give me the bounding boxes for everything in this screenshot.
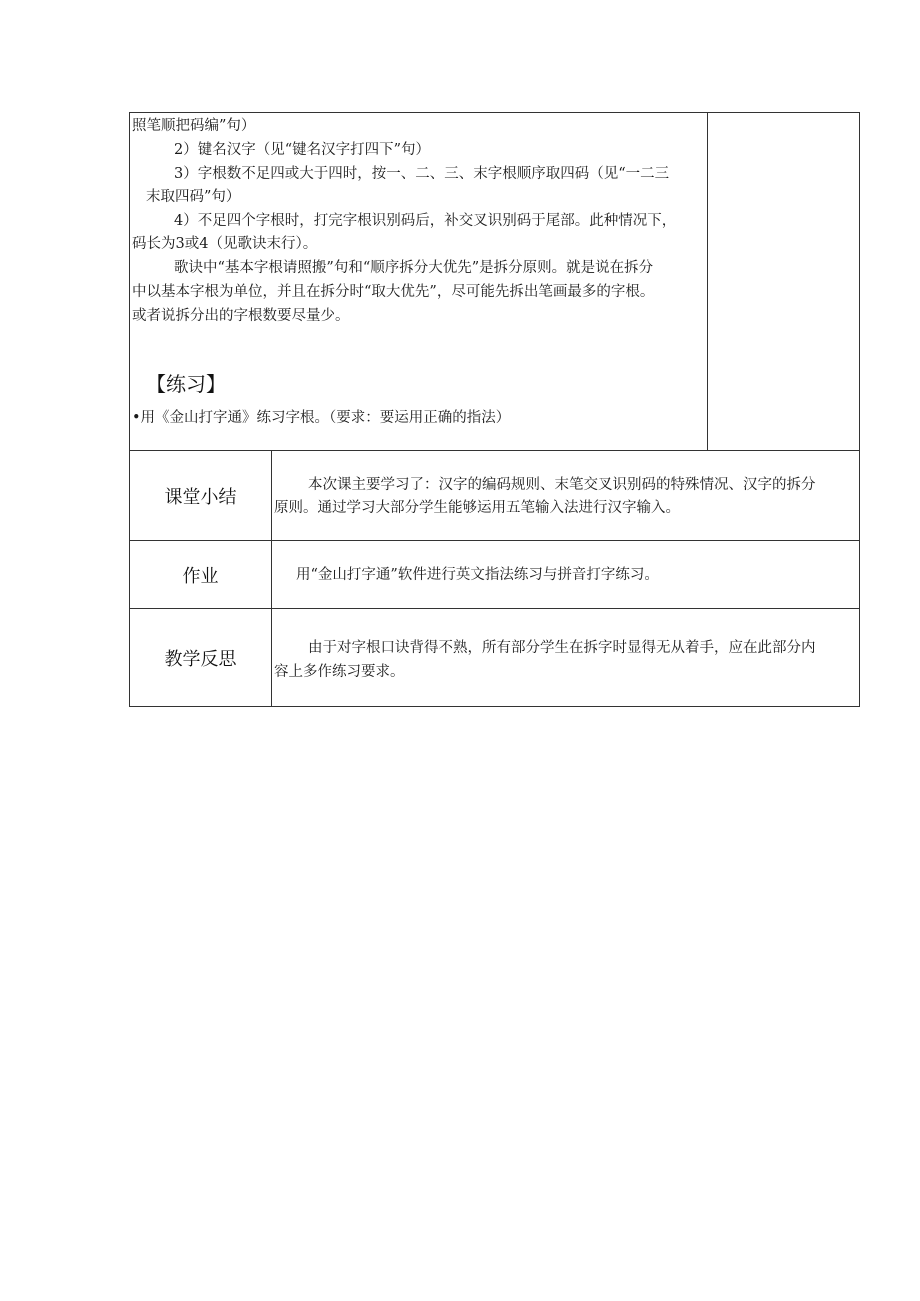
content-line: 本次课主要学习了：汉字的编码规则、末笔交叉识别码的特殊情况、汉字的拆分 <box>308 477 816 493</box>
row-content <box>272 609 859 706</box>
body-line: 照笔顺把码编”句） <box>132 118 256 134</box>
content-line: 容上多作练习要求。 <box>274 664 405 680</box>
body-line: 4）不足四个字根时，打完字根识别码后，补交叉识别码于尾部。此种情况下， <box>174 213 677 229</box>
body-line: 或者说拆分出的字根数要尽量少。 <box>132 308 350 324</box>
body-line: 2）键名汉字（见“键名汉字打四下”句） <box>174 142 431 158</box>
content-line: 由于对字根口诀背得不熟，所有部分学生在拆字时显得无从着手，应在此部分内 <box>308 640 816 656</box>
table-row-reflection <box>129 609 860 707</box>
body-line: 3）字根数不足四或大于四时，按一、二、三、末字根顺序取四码（见“一二三 <box>174 166 670 182</box>
lesson-content-cell <box>130 113 708 450</box>
practice-heading: 【练习】 <box>146 372 226 396</box>
row-content <box>272 451 859 540</box>
row-content <box>272 541 859 608</box>
body-line: 歌诀中“基本字根请照搬”句和“顺序拆分大优先”是拆分原则。就是说在拆分 <box>174 260 654 276</box>
table-row-homework <box>129 541 860 609</box>
body-line: 末取四码”句） <box>146 189 241 205</box>
table-row-summary <box>129 451 860 541</box>
lesson-content-block <box>129 112 860 451</box>
row-label: 课堂小结 <box>130 451 272 540</box>
body-line: 码长为3或4（见歌诀末行）。 <box>132 236 318 252</box>
content-line: 用“金山打字通”软件进行英文指法练习与拼音打字练习。 <box>296 567 659 583</box>
row-label: 教学反思 <box>130 609 272 706</box>
content-line: 原则。通过学习大部分学生能够运用五笔输入法进行汉字输入。 <box>274 500 680 516</box>
practice-item: •用《金山打字通》练习字根。（要求：要运用正确的指法） <box>132 410 511 426</box>
body-line: 中以基本字根为单位，并且在拆分时“取大优先”，尽可能先拆出笔画最多的字根。 <box>132 284 655 300</box>
row-label: 作业 <box>130 541 272 608</box>
